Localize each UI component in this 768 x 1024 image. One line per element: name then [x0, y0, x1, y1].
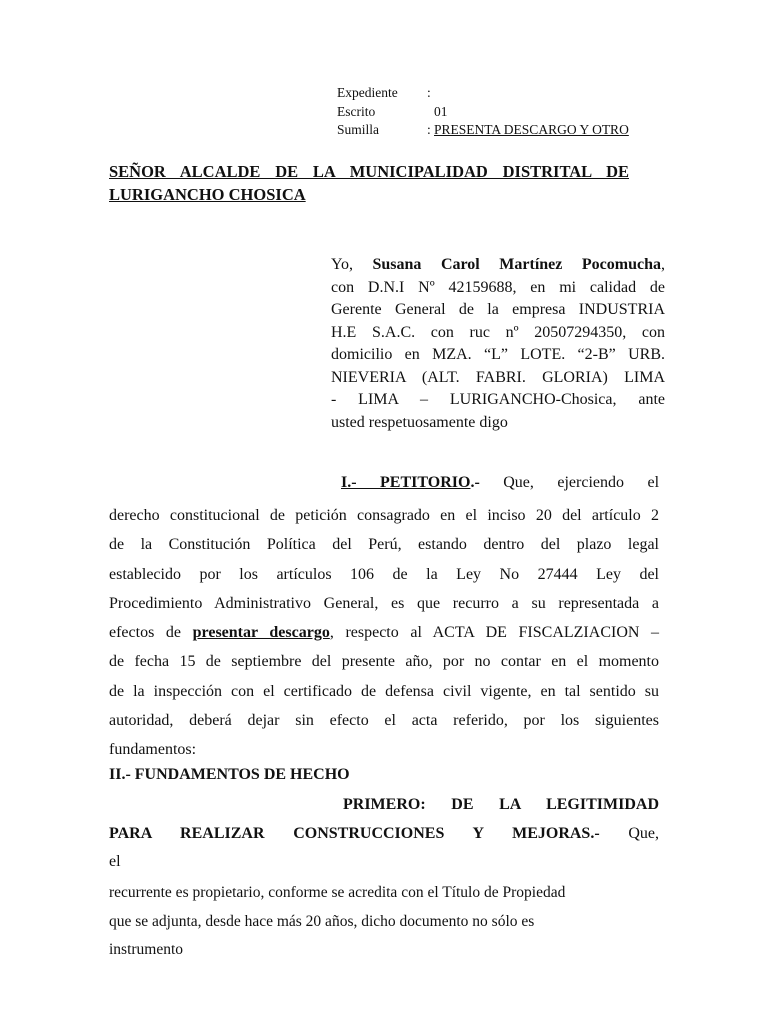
- petitorio-line: de la inspección con el certificado de defensa civil vigente, en tal sentido su: [109, 682, 659, 700]
- intro-line: con D.N.I Nº 42159688, en mi calidad de: [331, 278, 665, 296]
- header-meta: [337, 84, 667, 144]
- sumilla-row: [337, 121, 667, 139]
- escrito-value: 01: [434, 104, 448, 119]
- intro-yo: Yo,: [331, 256, 353, 273]
- efectos-bold: presentar descargo: [192, 624, 330, 642]
- intro-line: Gerente General de la empresa INDUSTRIA: [331, 301, 665, 318]
- primero-rest: Que,: [628, 825, 660, 842]
- expediente-row: [337, 84, 667, 102]
- intro-name: Susana Carol Martínez Pocomucha: [372, 256, 661, 273]
- petitorio-line: Procedimiento Administrativo General, es que recurro a su representada a: [109, 594, 659, 612]
- addressee-line-2: LURIGANCHO CHOSICA: [109, 185, 306, 204]
- primero-el: el: [109, 853, 121, 870]
- fundamentos-line: recurrente es propietario, conforme se acredita con el Título de Propiedad: [109, 884, 566, 901]
- primero-line-2: [109, 823, 659, 845]
- petitorio-heading-suffix: .-: [470, 474, 480, 491]
- intro-line: usted respetuosamente digo: [331, 413, 508, 431]
- primero-line-1: PRIMERO: DE LA LEGITIMIDAD: [343, 796, 659, 813]
- fundamentos-heading: II.- FUNDAMENTOS DE HECHO: [109, 766, 350, 783]
- intro-line: Yo, Susana Carol Martínez Pocomucha,: [331, 256, 665, 273]
- petitorio-first-line-rest: Que, ejerciendo el: [503, 474, 660, 491]
- petitorio-line: de fecha 15 de septiembre del presente año, por no contar en el momento: [109, 653, 659, 671]
- escrito-row: [337, 103, 667, 121]
- petitorio-line: derecho constitucional de petición consagrado en el inciso 20 del artículo 2: [109, 507, 659, 524]
- intro-line: - LIMA – LURIGANCHO-Chosica, ante: [331, 391, 665, 408]
- addressee: [109, 160, 649, 206]
- fundamentos-line: instrumento: [109, 941, 184, 958]
- efectos-post: , respecto al ACTA DE FISCALZIACION –: [329, 624, 660, 642]
- intro-line: NIEVERIA (ALT. FABRI. GLORIA) LIMA: [331, 368, 665, 386]
- efectos-pre: efectos de: [109, 624, 182, 642]
- escrito-label: Escrito: [337, 104, 376, 119]
- sumilla-sep: :: [427, 122, 431, 137]
- expediente-sep: :: [427, 85, 431, 100]
- petitorio-heading: I.- PETITORIO: [341, 474, 471, 491]
- petitorio-section: [109, 472, 659, 765]
- petitorio-efectos-line: [109, 618, 659, 647]
- primero-bold: PARA REALIZAR CONSTRUCCIONES Y MEJORAS.-: [109, 825, 600, 842]
- petitorio-first-line: [341, 472, 659, 494]
- intro-line: domicilio en MZA. “L” LOTE. “2-B” URB.: [331, 346, 665, 363]
- petitorio-line: de la Constitución Política del Perú, estando dentro del plazo legal: [109, 536, 659, 554]
- expediente-label: Expediente: [337, 85, 398, 100]
- fundamentos-section: [109, 764, 659, 965]
- sumilla-value: PRESENTA DESCARGO Y OTRO: [434, 122, 629, 137]
- petitorio-line: fundamentos:: [109, 741, 197, 759]
- petitorio-line: establecido por los artículos 106 de la Ley No 27444 Ley del: [109, 565, 659, 583]
- intro-line: H.E S.A.C. con ruc nº 20507294350, con: [331, 323, 665, 341]
- petitorio-line: autoridad, deberá dejar sin efecto el acta referido, por los siguientes: [109, 712, 659, 730]
- intro-paragraph: [331, 254, 665, 434]
- sumilla-label: Sumilla: [337, 122, 380, 137]
- addressee-line-1: SEÑOR ALCALDE DE LA MUNICIPALIDAD DISTRITAL DE: [109, 162, 629, 181]
- fundamentos-line: que se adjunta, desde hace más 20 años, dicho documento no sólo es: [109, 912, 535, 930]
